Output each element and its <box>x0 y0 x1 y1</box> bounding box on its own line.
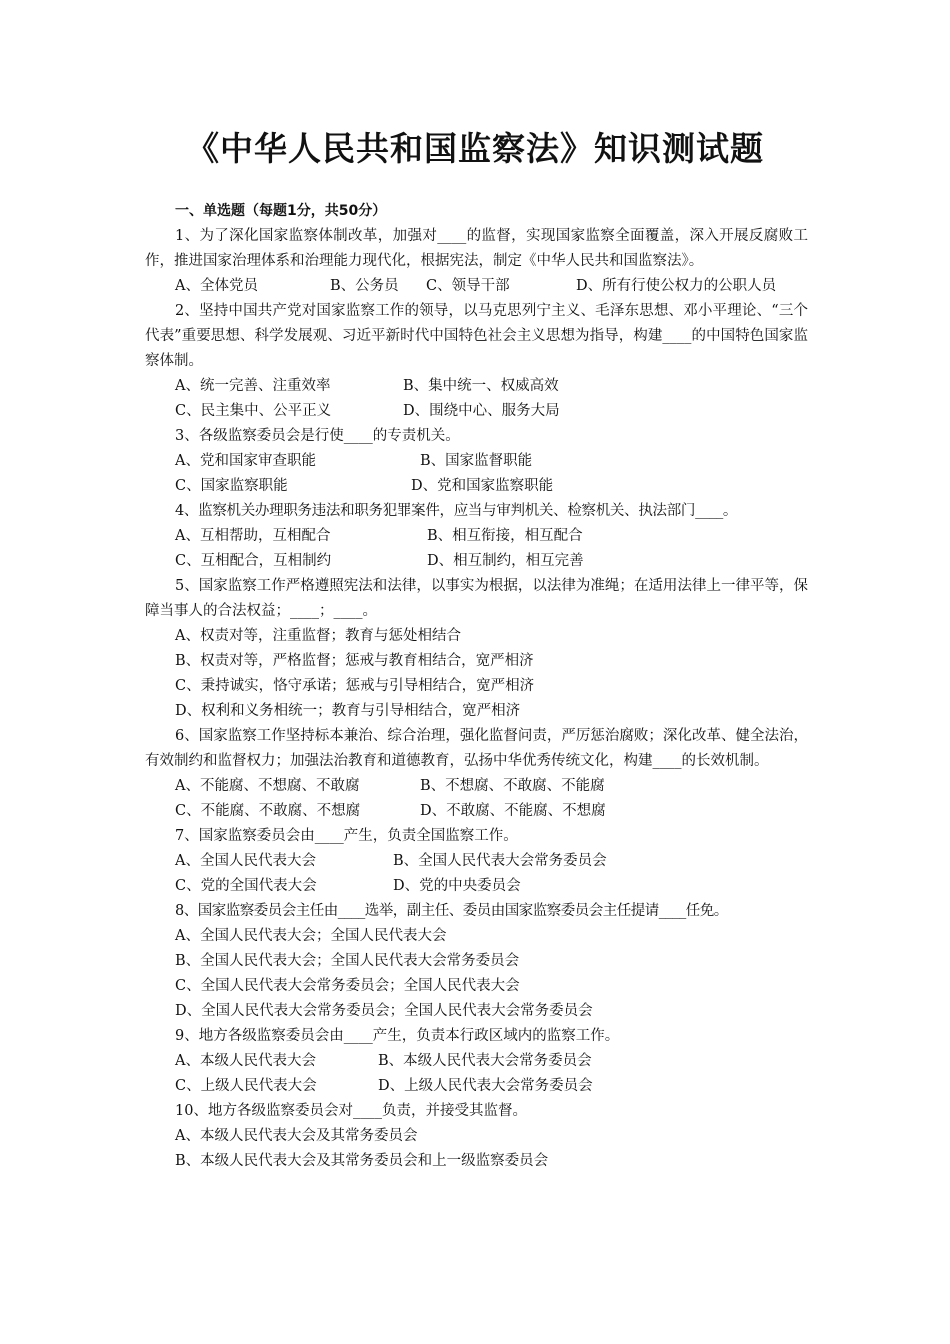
question-7-stem: 7、国家监察委员会由____产生，负责全国监察工作。 <box>175 828 518 844</box>
question-6-option-a: A、不能腐、不想腐、不敢腐 <box>175 778 360 794</box>
question-3-option-a: A、党和国家审查职能 <box>175 453 316 469</box>
question-2-option-c: C、民主集中、公平正义 <box>175 403 332 419</box>
question-6-option-b: B、不想腐、不敢腐、不能腐 <box>420 778 605 794</box>
question-10-option-a: A、本级人民代表大会及其常务委员会 <box>175 1128 418 1144</box>
question-7-options-row2 <box>145 874 808 899</box>
question-5-option-c: C、秉持诚实，恪守承诺；惩戒与引导相结合，宽严相济 <box>175 678 535 694</box>
question-8-option-a: A、全国人民代表大会；全国人民代表大会 <box>175 928 447 944</box>
question-4-option-c: C、互相配合，互相制约 <box>175 553 332 569</box>
document-body <box>145 199 808 1174</box>
question-4-options-row1 <box>145 524 808 549</box>
question-3-option-b: B、国家监督职能 <box>420 453 533 469</box>
question-3-option-c: C、国家监察职能 <box>175 478 288 494</box>
question-5-option-b: B、权责对等，严格监督；惩戒与教育相结合，宽严相济 <box>175 653 534 669</box>
document-title: 《中华人民共和国监察法》知识测试题 <box>186 129 764 168</box>
question-9-option-d: D、上级人民代表大会常务委员会 <box>378 1078 593 1094</box>
question-3-options-row2 <box>145 474 808 499</box>
question-9-option-c: C、上级人民代表大会 <box>175 1078 317 1094</box>
question-3-stem: 3、各级监察委员会是行使____的专责机关。 <box>175 428 460 444</box>
question-1-option-d: D、所有行使公权力的公职人员 <box>576 278 777 294</box>
question-1-option-b: B、公务员 <box>330 278 399 294</box>
question-3-option-d: D、党和国家监察职能 <box>411 478 554 494</box>
question-1-option-a: A、全体党员 <box>175 278 258 294</box>
question-2-options-row2 <box>145 399 808 424</box>
question-9-options-row1 <box>145 1049 808 1074</box>
question-6-options-row1 <box>145 774 808 799</box>
question-7-option-a: A、全国人民代表大会 <box>175 853 316 869</box>
question-2-options-row1 <box>145 374 808 399</box>
question-9-option-a: A、本级人民代表大会 <box>175 1053 316 1069</box>
question-1-option-c: C、领导干部 <box>426 278 510 294</box>
question-9-options-row2 <box>145 1074 808 1099</box>
question-6-option-c: C、不能腐、不敢腐、不想腐 <box>175 803 361 819</box>
question-6-options-row2 <box>145 799 808 824</box>
question-2-option-b: B、集中统一、权威高效 <box>403 378 559 394</box>
question-9-option-b: B、本级人民代表大会常务委员会 <box>378 1053 592 1069</box>
question-4-option-d: D、相互制约，相互完善 <box>427 553 584 569</box>
question-5-option-d: D、权利和义务相统一；教育与引导相结合，宽严相济 <box>175 703 521 719</box>
question-7-option-b: B、全国人民代表大会常务委员会 <box>393 853 607 869</box>
question-8-option-d: D、全国人民代表大会常务委员会；全国人民代表大会常务委员会 <box>175 1003 593 1019</box>
section-heading: 一、单选题（每题1分，共50分） <box>175 203 387 219</box>
question-8-stem: 8、国家监察委员会主任由____选举，副主任、委员由国家监察委员会主任提请____任免。 <box>175 903 728 919</box>
question-4-stem: 4、监察机关办理职务违法和职务犯罪案件，应当与审判机关、检察机关、执法部门____。 <box>175 503 738 519</box>
question-5-option-a: A、权责对等，注重监督；教育与惩处相结合 <box>175 628 461 644</box>
question-4-option-b: B、相互衔接，相互配合 <box>427 528 583 544</box>
question-2-option-d: D、围绕中心、服务大局 <box>403 403 560 419</box>
question-4-option-a: A、互相帮助，互相配合 <box>175 528 331 544</box>
question-9-stem: 9、地方各级监察委员会由____产生，负责本行政区域内的监察工作。 <box>175 1028 620 1044</box>
question-1-options <box>145 274 808 299</box>
question-7-option-d: D、党的中央委员会 <box>393 878 521 894</box>
question-7-options-row1 <box>145 849 808 874</box>
question-5-stem: 5、国家监察工作严格遵照宪法和法律，以事实为根据，以法律为准绳；在适用法律上一律平等，保障当事人的合法权益；____；____。 <box>145 578 808 619</box>
question-7-option-c: C、党的全国代表大会 <box>175 878 317 894</box>
question-10-option-b: B、本级人民代表大会及其常务委员会和上一级监察委员会 <box>175 1153 549 1169</box>
question-2-stem: 2、坚持中国共产党对国家监察工作的领导，以马克思列宁主义、毛泽东思想、邓小平理论、“三个代表”重要思想、科学发展观、习近平新时代中国特色社会主义思想为指导，构建____的中国特色国家监察体制。 <box>145 303 808 369</box>
question-8-option-c: C、全国人民代表大会常务委员会；全国人民代表大会 <box>175 978 520 994</box>
question-6-option-d: D、不敢腐、不能腐、不想腐 <box>420 803 606 819</box>
question-2-option-a: A、统一完善、注重效率 <box>175 378 331 394</box>
question-1-stem: 1、为了深化国家监察体制改革，加强对____的监督，实现国家监察全面覆盖，深入开展反腐败工作，推进国家治理体系和治理能力现代化，根据宪法，制定《中华人民共和国监察法》。 <box>145 228 808 269</box>
question-4-options-row2 <box>145 549 808 574</box>
question-3-options-row1 <box>145 449 808 474</box>
question-10-stem: 10、地方各级监察委员会对____负责，并接受其监督。 <box>175 1103 527 1119</box>
question-6-stem: 6、国家监察工作坚持标本兼治、综合治理，强化监督问责，严厉惩治腐败；深化改革、健全法治，有效制约和监督权力；加强法治教育和道德教育，弘扬中华优秀传统文化，构建____的长效机制。 <box>145 728 808 769</box>
question-8-option-b: B、全国人民代表大会；全国人民代表大会常务委员会 <box>175 953 520 969</box>
